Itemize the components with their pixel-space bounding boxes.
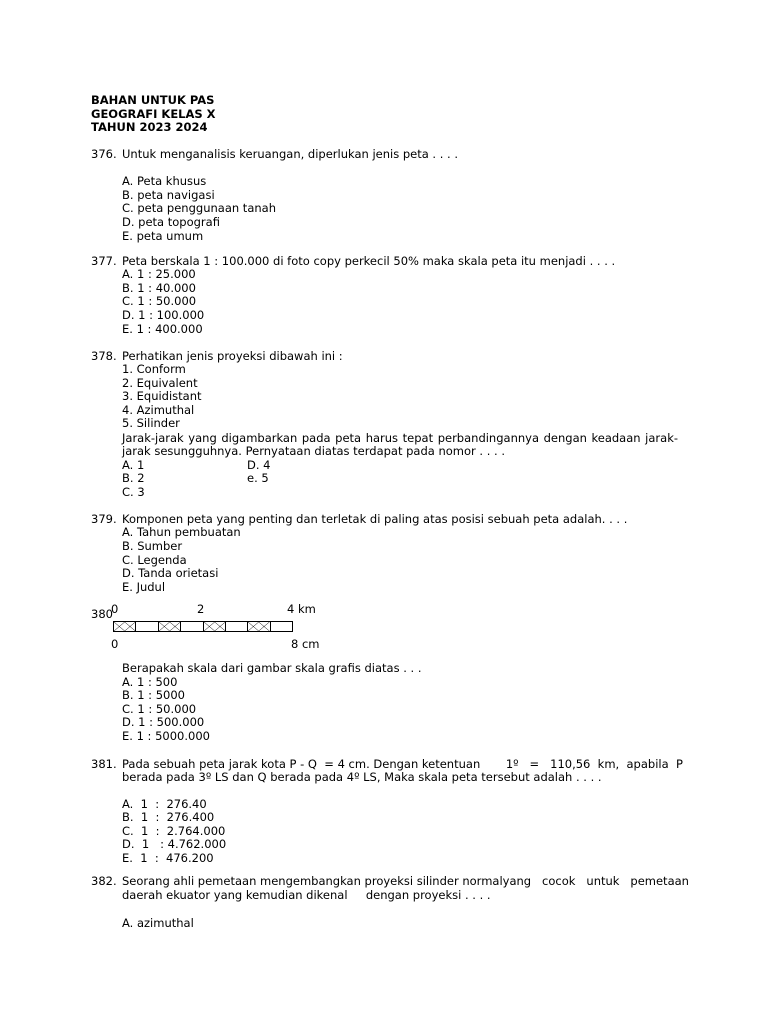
answer-option: B. 1 : 276.400 xyxy=(122,810,215,824)
answer-option: C. 1 : 2.764.000 xyxy=(122,824,226,838)
scale-segment xyxy=(181,622,203,631)
list-item: 2. Equivalent xyxy=(122,376,198,390)
answer-option: A. 1 : 276.40 xyxy=(122,797,207,811)
answer-option: D. 1 : 100.000 xyxy=(122,308,205,322)
scale-label-top-0: 0 xyxy=(111,602,119,616)
answer-option: A. 1 xyxy=(122,458,145,472)
answer-option: A. Peta khusus xyxy=(122,174,207,188)
question-number: 382. xyxy=(91,874,117,888)
question-paragraph-line: Jarak-jarak yang digambarkan pada peta harus tepat perbandingannya dengan keadaan jarak- xyxy=(122,431,678,445)
list-item: 1. Conform xyxy=(122,362,186,376)
question-number: 380 xyxy=(91,607,113,621)
answer-option: C. 1 : 50.000 xyxy=(122,294,197,308)
answer-option: e. 5 xyxy=(247,471,269,485)
scale-label-bottom-0: 0 xyxy=(111,637,119,651)
question-text: daerah ekuator yang kemudian dikenal dengan proyeksi . . . . xyxy=(122,888,491,902)
answer-option: C. 3 xyxy=(122,485,145,499)
question-text: Pada sebuah peta jarak kota P - Q = 4 cm. Dengan ketentuan 1º = 110,56 km, apabila P xyxy=(122,757,683,771)
scale-label-bottom-8cm: 8 cm xyxy=(291,637,320,651)
answer-option: C. Legenda xyxy=(122,553,187,567)
answer-option: E. Judul xyxy=(122,580,166,594)
answer-option: C. 1 : 50.000 xyxy=(122,702,197,716)
question-text: Perhatikan jenis proyeksi dibawah ini : xyxy=(122,349,343,363)
list-item: 3. Equidistant xyxy=(122,389,202,403)
scale-segment-hatched xyxy=(159,622,181,631)
scale-segment xyxy=(271,622,292,631)
question-number: 379. xyxy=(91,512,117,526)
list-item: 4. Azimuthal xyxy=(122,403,195,417)
answer-option: B. peta navigasi xyxy=(122,188,215,202)
scale-segment xyxy=(226,622,248,631)
scale-label-top-2: 2 xyxy=(197,602,205,616)
question-number: 376. xyxy=(91,147,117,161)
scale-segment xyxy=(136,622,158,631)
scale-label-top-4km: 4 km xyxy=(287,602,316,616)
answer-option: D. Tanda orietasi xyxy=(122,566,219,580)
answer-option: B. 1 : 40.000 xyxy=(122,281,196,295)
answer-option: A. azimuthal xyxy=(122,916,194,930)
answer-option: B. Sumber xyxy=(122,539,183,553)
answer-option: E. 1 : 400.000 xyxy=(122,322,203,336)
answer-option: C. peta penggunaan tanah xyxy=(122,201,276,215)
answer-option: A. Tahun pembuatan xyxy=(122,525,241,539)
answer-option: E. 1 : 5000.000 xyxy=(122,729,210,743)
scale-segment-hatched xyxy=(114,622,136,631)
question-text: berada pada 3º LS dan Q berada pada 4º LS, Maka skala peta tersebut adalah . . . . xyxy=(122,770,602,784)
answer-option: B. 1 : 5000 xyxy=(122,688,185,702)
graphic-scale-bar xyxy=(113,621,293,632)
question-text: Seorang ahli pemetaan mengembangkan proyeksi silinder normalyang cocok untuk pemetaan xyxy=(122,874,689,888)
question-text: Komponen peta yang penting dan terletak di paling atas posisi sebuah peta adalah. . . . xyxy=(122,512,628,526)
answer-option: D. 1 : 4.762.000 xyxy=(122,837,227,851)
answer-option: A. 1 : 25.000 xyxy=(122,267,196,281)
header-line-2: GEOGRAFI KELAS X xyxy=(91,107,216,121)
question-number: 378. xyxy=(91,349,117,363)
scale-segment-hatched xyxy=(248,622,270,631)
header-line-3: TAHUN 2023 2024 xyxy=(91,120,208,134)
question-text: Peta berskala 1 : 100.000 di foto copy perkecil 50% maka skala peta itu menjadi . . . . xyxy=(122,254,616,268)
answer-option: D. 4 xyxy=(247,458,271,472)
scale-segment-hatched xyxy=(204,622,226,631)
answer-option: B. 2 xyxy=(122,471,145,485)
question-number: 381. xyxy=(91,757,117,771)
header-line-1: BAHAN UNTUK PAS xyxy=(91,93,215,107)
question-text: Berapakah skala dari gambar skala grafis diatas . . . xyxy=(122,661,422,675)
question-text: Untuk menganalisis keruangan, diperlukan jenis peta . . . . xyxy=(122,147,459,161)
question-paragraph-line: jarak sesungguhnya. Pernyataan diatas terdapat pada nomor . . . . xyxy=(122,444,506,458)
question-number: 377. xyxy=(91,254,117,268)
answer-option: D. 1 : 500.000 xyxy=(122,715,205,729)
answer-option: A. 1 : 500 xyxy=(122,675,178,689)
list-item: 5. Silinder xyxy=(122,416,180,430)
answer-option: D. peta topografi xyxy=(122,215,220,229)
answer-option: E. 1 : 476.200 xyxy=(122,851,214,865)
answer-option: E. peta umum xyxy=(122,229,204,243)
